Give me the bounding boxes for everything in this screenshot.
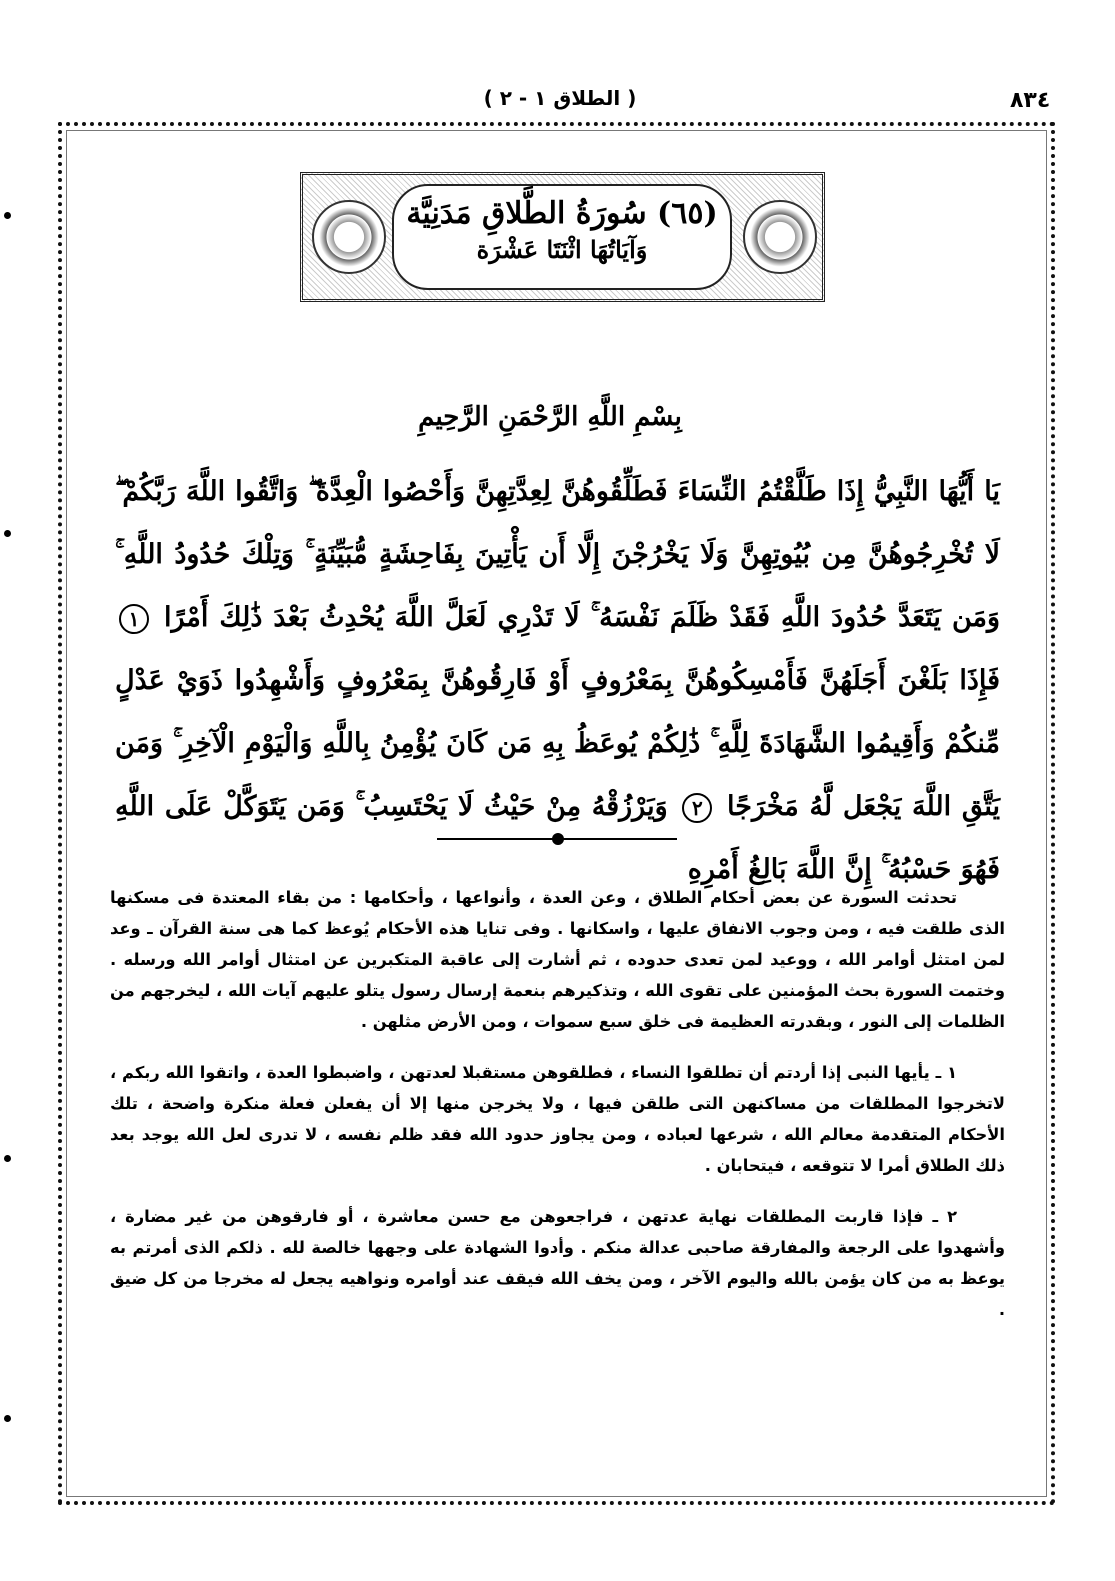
margin-dot — [4, 1155, 11, 1162]
verse-text: فَإِذَا بَلَغْنَ أَجَلَهُنَّ فَأَمْسِكُوهُنَّ بِمَعْرُوفٍ أَوْ فَارِقُوهُنَّ بِمَعْرُوفٍ وَأَشْهِدُوا ذَوَيْ عَدْلٍ مِّنكُمْ وَأَقِيمُوا الشَّهَادَةَ لِلَّهِ ۚ ذَٰلِكُمْ يُوعَظُ بِهِ مَن كَانَ يُؤْمِنُ بِاللَّهِ وَالْيَوْمِ الْآخِرِ ۚ وَمَن يَتَّقِ اللَّهَ يَجْعَل لَّهُ مَخْرَجًا — [115, 665, 1000, 822]
basmala: بِسْمِ اللَّهِ الرَّحْمَنِ الرَّحِيمِ — [418, 402, 682, 432]
commentary-paragraph: تحدثت السورة عن بعض أحكام الطلاق ، وعن العدة ، وأنواعها ، وأحكامها : من بقاء المعتدة فى مسكنها الذى طلقت فيه ، ومن وجوب الانفاق عليها ، واسكانها . وفى تنايا هذه الأحكام يُوعظ كما هى سنة القرآن ـ وعد لمن امتثل أوامر الله ، ووعيد لمن تعدى حدوده ، ثم أشارت إلى عاقبة المتكبرين عن امتثال أوامر الله ورسله . وختمت السورة بحث المؤمنين على تقوى الله ، وتذكيرهم بنعمة إرسال رسول يتلو عليهم آيات الله ، ليخرجهم من الظلمات إلى النور ، وبقدرته العظيمة فى خلق سبع سموات ، ومن الأرض مثلهن . — [110, 888, 1005, 1031]
ornament-right-icon — [743, 200, 817, 274]
margin-dot — [4, 1415, 11, 1422]
divider-dot-icon — [552, 833, 564, 845]
page-number: ٨٣٤ — [1010, 88, 1051, 113]
verse-number-marker: ٢ — [682, 793, 712, 823]
tafsir-commentary — [110, 882, 1005, 1345]
commentary-paragraph: ٢ ـ فإذا قاربت المطلقات نهاية عدتهن ، فراجعوهن مع حسن معاشرة ، أو فارقوهن من غير مضارة ، وأشهدوا على الرجعة والمفارقة صاحبى عدالة منكم . وأدوا الشهادة على وجهها خالصة لله . ذلكم الذى أمرتم به يوعظ به من كان يؤمن بالله واليوم الآخر ، ومن يخف الله فيقف عند أوامره ونواهيه يجعل له مخرجا من كل ضيق . — [110, 1207, 1005, 1319]
margin-dot — [4, 530, 11, 537]
verse-text: يَا أَيُّهَا النَّبِيُّ إِذَا طَلَّقْتُمُ النِّسَاءَ فَطَلِّقُوهُنَّ لِعِدَّتِهِنَّ وَأَحْصُوا الْعِدَّةَ ۖ وَاتَّقُوا اللَّهَ رَبَّكُمْ ۖ لَا تُخْرِجُوهُنَّ مِن بُيُوتِهِنَّ وَلَا يَخْرُجْنَ إِلَّا أَن يَأْتِينَ بِفَاحِشَةٍ مُّبَيِّنَةٍ ۚ وَتِلْكَ حُدُودُ اللَّهِ ۚ وَمَن يَتَعَدَّ حُدُودَ اللَّهِ فَقَدْ ظَلَمَ نَفْسَهُ ۚ لَا تَدْرِي لَعَلَّ اللَّهَ يُحْدِثُ بَعْدَ ذَٰلِكَ أَمْرًا — [115, 476, 1000, 633]
verse-text: وَيَرْزُقْهُ مِنْ حَيْثُ لَا يَحْتَسِبُ ۚ وَمَن يَتَوَكَّلْ عَلَى اللَّهِ فَهُوَ حَسْبُهُ ۚ إِنَّ اللَّهَ بَالِغُ أَمْرِهِ — [115, 791, 1000, 885]
margin-dot — [4, 212, 11, 219]
commentary-paragraph: ١ ـ يأيها النبى إذا أردتم أن تطلقوا النساء ، فطلقوهن مستقبلا لعدتهن ، واضبطوا العدة ، واتقوا الله ربكم ، لاتخرجوا المطلقات من مساكنهن التى طلقن فيها ، ولا يخرجن منها إلا أن يفعلن فعلة منكرة واضحة ، تلك الأحكام المتقدمة معالم الله ، شرعها لعباده ، ومن يجاوز حدود الله فقد ظلم نفسه ، لا تدرى لعل الله يوجد بعد ذلك الطلاق أمرا لا تتوقعه ، فيتحابان . — [110, 1063, 1005, 1175]
surah-verse-count: وَآيَاتُهَا اثْنَتَا عَشْرَة — [476, 235, 648, 264]
verse-number-marker: ١ — [119, 604, 149, 634]
ornament-left-icon — [312, 200, 386, 274]
surah-title-panel — [392, 184, 732, 290]
surah-title: (٦٥) سُورَةُ الطَّلاقِ مَدَنِيَّة — [406, 196, 718, 231]
running-head: ( الطلاق ١ - ٢ ) — [483, 86, 637, 110]
